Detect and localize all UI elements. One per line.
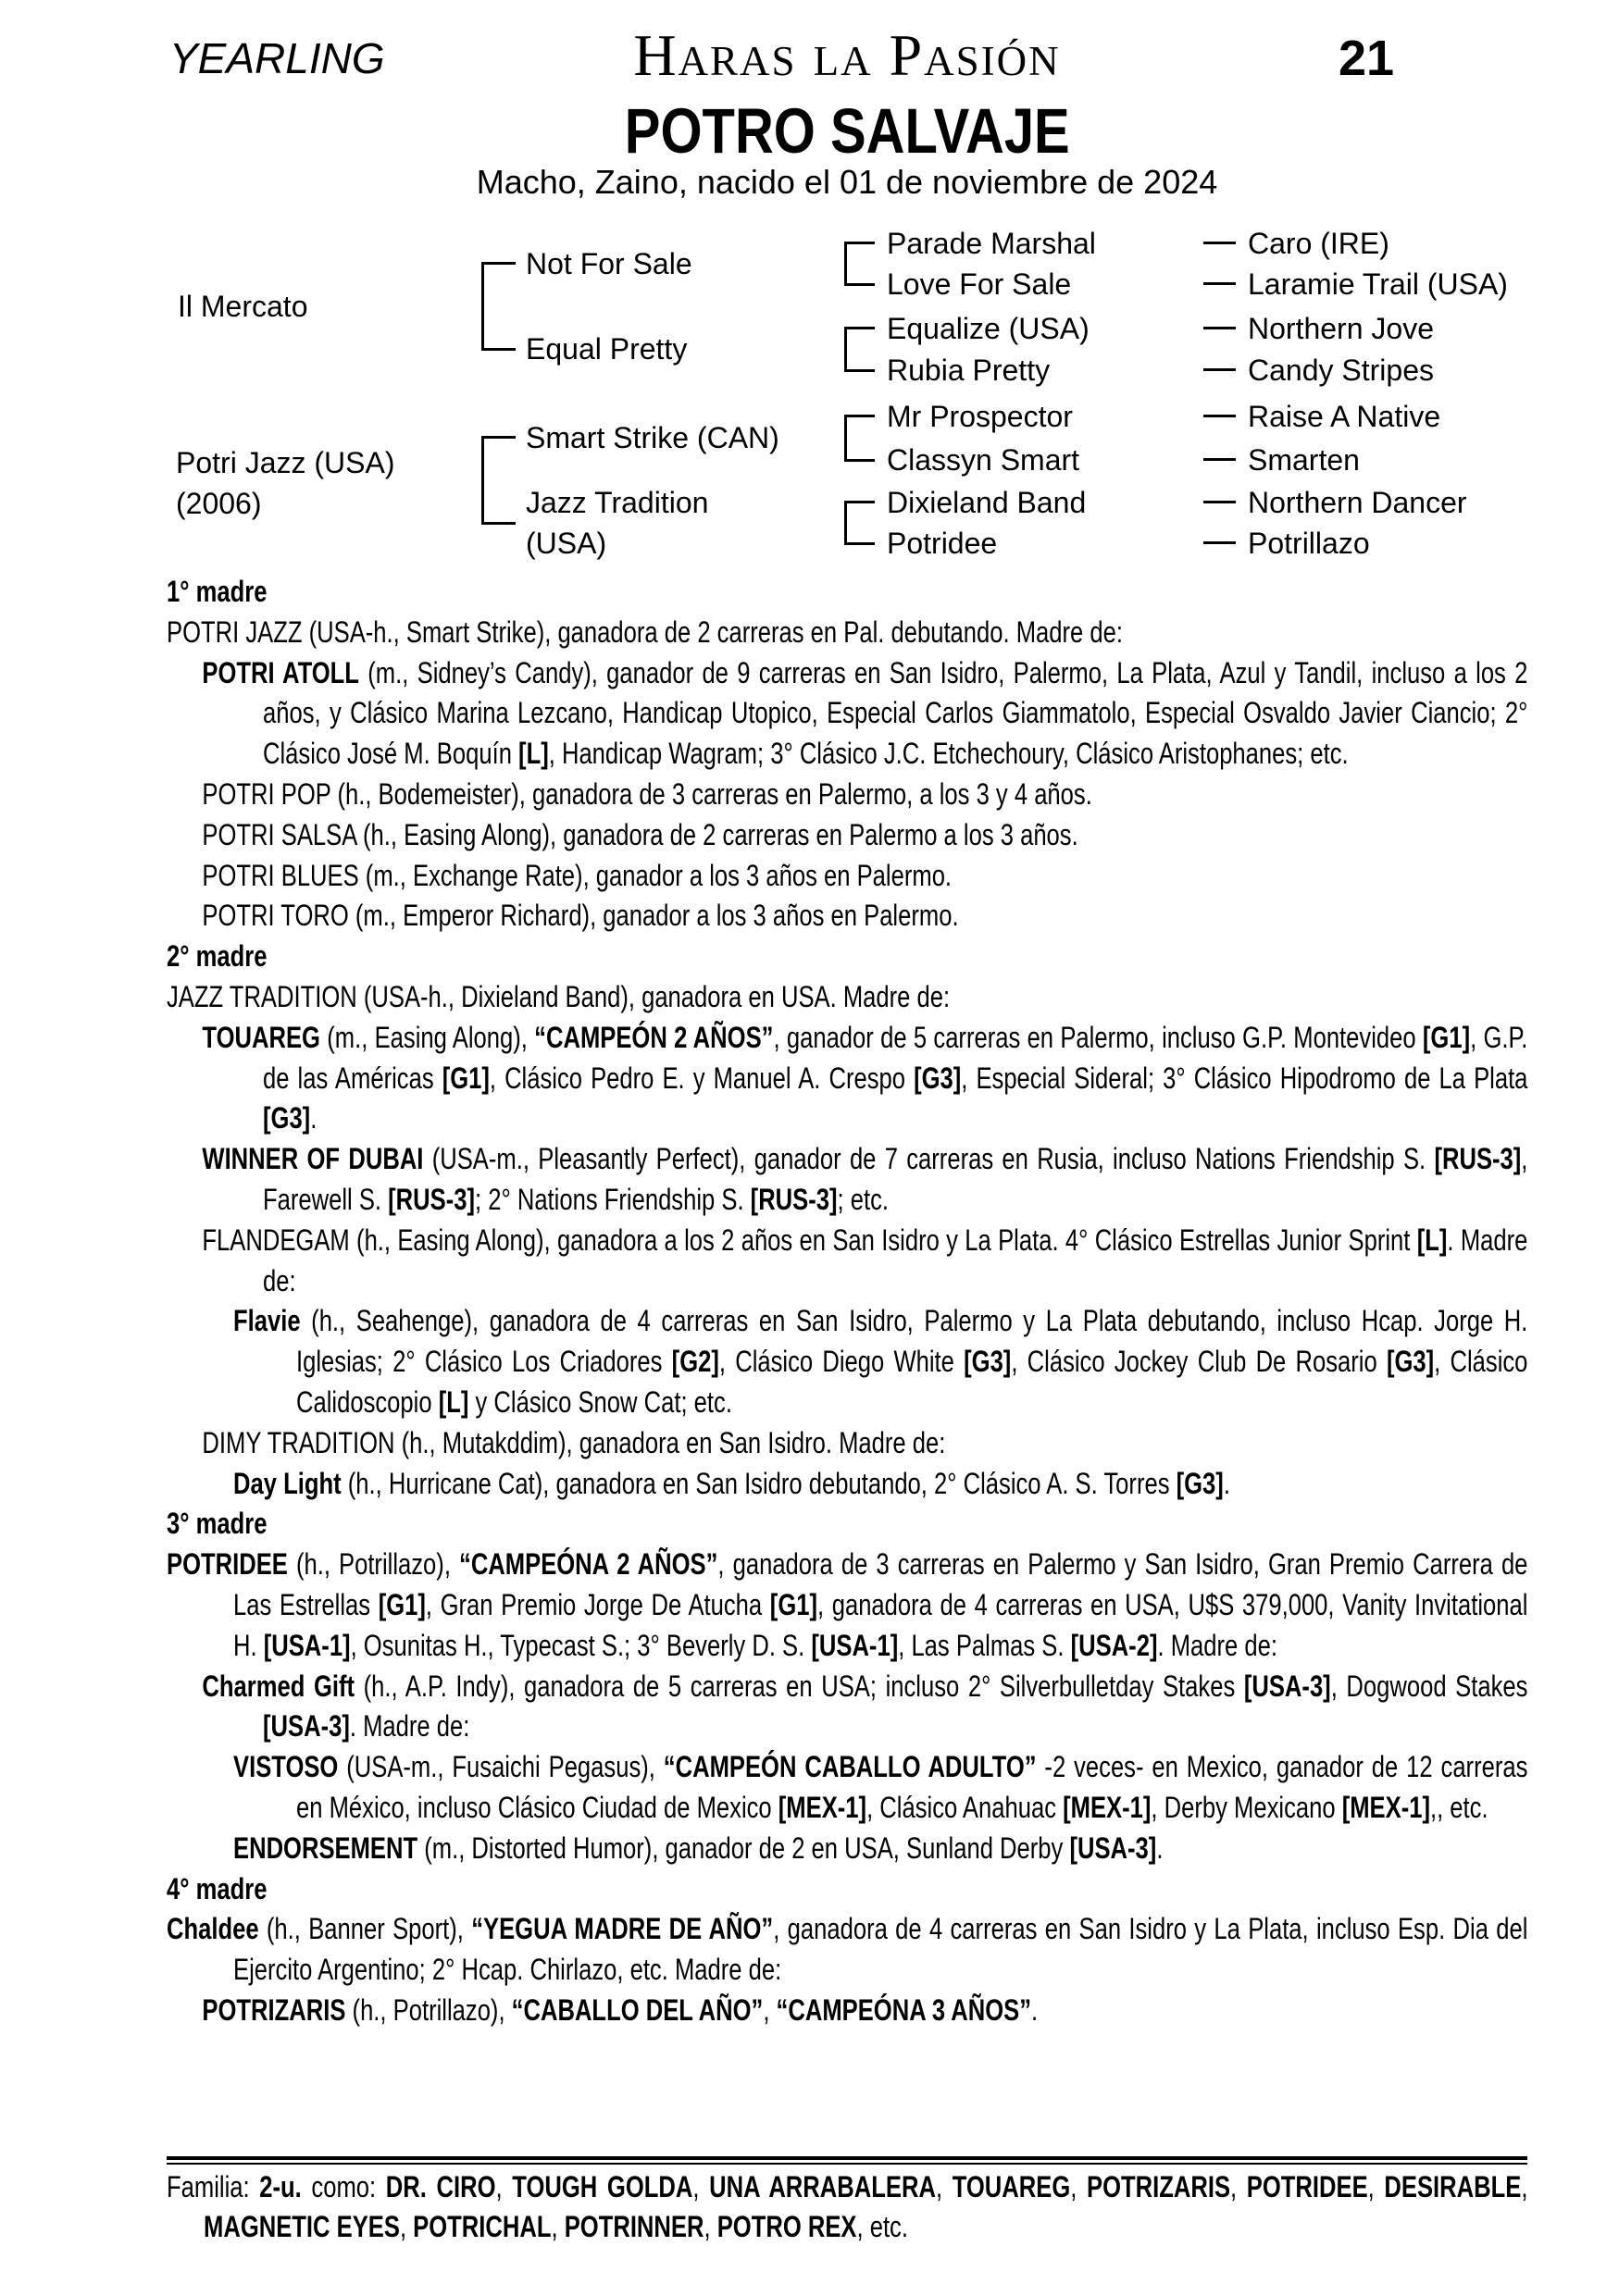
produce-record (167, 572, 1527, 2031)
ancestor-name: Smart Strike (CAN) (526, 421, 779, 454)
ancestor-name: Caro (IRE) (1248, 227, 1389, 260)
dash (1203, 327, 1236, 329)
paragraph: FLANDEGAM (h., Easing Along), ganadora a los 2 años en San Isidro y La Plata. 4° Clásico Estrellas Junior Sprint [L]. Madre de: (202, 1222, 1528, 1297)
ancestor-name: Smarten (1248, 443, 1360, 477)
dash (1203, 242, 1236, 244)
dam-name-line1: Potri Jazz (USA) (176, 446, 395, 479)
dash (1203, 368, 1236, 371)
ancestor-name: Not For Sale (526, 247, 692, 280)
paragraph: Chaldee (h., Banner Sport), “YEGUA MADRE DE AÑO”, ganadora de 4 carreras en San Isidro y La Plata, incluso Esp. Dia del Ejercito Argentino; 2° Hcap. Chirlazo, etc. Madre de: (167, 1912, 1528, 1987)
paragraph: ENDORSEMENT (m., Distorted Humor), ganador de 2 en USA, Sunland Derby [USA-3]. (233, 1831, 1164, 1865)
ancestor-name: Candy Stripes (1248, 354, 1434, 387)
paragraph: DIMY TRADITION (h., Mutakddim), ganadora en San Isidro. Madre de: (202, 1425, 946, 1459)
ancestor-name: Dixieland Band (887, 486, 1087, 519)
bracket-gen3 (844, 501, 875, 545)
horse-name (167, 95, 1527, 167)
bracket-sire (481, 262, 516, 351)
ancestor-name: Laramie Trail (USA) (1248, 267, 1508, 301)
paragraph: POTRI ATOLL (m., Sidney’s Candy), ganador de 9 carreras en San Isidro, Palermo, La Plata, Azul y Tandil, incluso a los 2 años, y Clásico Marina Lezcano, Handicap Utopico, Especial Carlos Giammatolo, Especial Osvaldo Javier Ciancio; 2° Clásico José M. Boquín [L], Handicap Wagram; 3° Clásico J.C. Etchechoury, Clásico Aristophanes; etc. (202, 655, 1528, 771)
bracket-gen3 (844, 415, 875, 462)
ancestor-name: Potrillazo (1248, 527, 1370, 560)
ancestor-name: Mr Prospector (887, 400, 1073, 433)
bracket-gen3 (844, 242, 875, 286)
dam-name (176, 442, 394, 524)
ancestor-name: Potridee (887, 527, 998, 560)
horse-name-text: POTRO SALVAJE (624, 95, 1070, 167)
ancestor-name-line2: (USA) (526, 527, 607, 560)
bracket-gen3 (844, 327, 875, 372)
family-note-line: Familia: 2-u. como: DR. CIRO, TOUGH GOLDA, UNA ARRABALERA, TOUAREG, POTRIZARIS, POTRIDEE, DESIRABLE, MAGNETIC EYES, POTRICHAL, POTRINNER, POTRO REX, etc. (167, 2170, 1528, 2243)
dash (1203, 282, 1236, 285)
ancestor-name: Equal Pretty (526, 332, 688, 366)
paragraph: 2° madre (167, 939, 268, 974)
ancestor-name: Equalize (USA) (887, 312, 1090, 345)
ancestor-name: Northern Dancer (1248, 486, 1467, 519)
paragraph: POTRIDEE (h., Potrillazo), “CAMPEÓNA 2 AÑOS”, ganadora de 3 carreras en Palermo y San Isidro, Gran Premio Carrera de Las Estrellas [G1], Gran Premio Jorge De Atucha [G1], ganadora de 4 carreras en USA, U$S 379,000, Vanity Invitational H. [USA-1], Osunitas H., Typecast S.; 3° Beverly D. S. [USA-1], Las Palmas S. [USA-2]. Madre de: (167, 1547, 1528, 1662)
paragraph: VISTOSO (USA-m., Fusaichi Pegasus), “CAMPEÓN CABALLO ADULTO” -2 veces- en Mexico, ganador de 12 carreras en México, incluso Clásico Ciudad de Mexico [MEX-1], Clásico Anahuac [MEX-1], Derby Mexicano [MEX-1],, etc. (233, 1750, 1528, 1824)
bracket-dam (481, 436, 516, 525)
dash (1203, 501, 1236, 503)
paragraph: POTRI BLUES (m., Exchange Rate), ganador a los 3 años en Palermo. (202, 858, 953, 892)
paragraph: POTRI POP (h., Bodemeister), ganadora de 3 carreras en Palermo, a los 3 y 4 años. (202, 776, 1092, 811)
paragraph: 3° madre (167, 1507, 268, 1541)
paragraph: JAZZ TRADITION (USA-h., Dixieland Band), ganadora en USA. Madre de: (167, 979, 951, 1013)
paragraph: TOUAREG (m., Easing Along), “CAMPEÓN 2 AÑOS”, ganador de 5 carreras en Palermo, incluso G.P. Montevideo [G1], G.P. de las Américas [G1], Clásico Pedro E. y Manuel A. Crespo [G3], Especial Sideral; 3° Clásico Hipodromo de La Plata [G3]. (202, 1020, 1528, 1136)
family-rule (167, 2156, 1527, 2165)
dam-name-line2: (2006) (176, 487, 262, 520)
paragraph: POTRI JAZZ (USA-h., Smart Strike), ganadora de 2 carreras en Pal. debutando. Madre de: (167, 614, 1123, 649)
dash (1203, 458, 1236, 461)
birth-details: Macho, Zaino, nacido el 01 de noviembre de 2024 (476, 163, 1218, 201)
ancestor-name: Raise A Native (1248, 400, 1441, 433)
paragraph: POTRI SALSA (h., Easing Along), ganadora de 2 carreras en Palermo a los 3 años. (202, 817, 1078, 851)
paragraph: 4° madre (167, 1871, 268, 1905)
paragraph: Day Light (h., Hurricane Cat), ganadora en San Isidro debutando, 2° Clásico A. S. Torres [G3]. (233, 1466, 1230, 1500)
ancestor-name (526, 482, 708, 564)
dash (1203, 541, 1236, 544)
produce-record-text (167, 572, 1527, 2031)
paragraph: WINNER OF DUBAI (USA-m., Pleasantly Perfect), ganador de 7 carreras en Rusia, incluso Nations Friendship S. [RUS-3], Farewell S. [RUS-3]; 2° Nations Friendship S. [RUS-3]; etc. (202, 1142, 1528, 1216)
paragraph: 1° madre (167, 575, 268, 608)
dash (1203, 415, 1236, 417)
stud-name: Haras la Pasión (633, 22, 1061, 88)
ancestor-name-line1: Jazz Tradition (526, 486, 709, 519)
family-note (167, 2167, 1527, 2247)
paragraph: Flavie (h., Seahenge), ganadora de 4 carreras en San Isidro, Palermo y La Plata debutando, incluso Hcap. Jorge H. Iglesias; 2° Clásico Los Criadores [G2], Clásico Diego White [G3], Clásico Jockey Club De Rosario [G3], Clásico Calidoscopio [L] y Clásico Snow Cat; etc. (233, 1304, 1528, 1419)
sire-name: Il Mercato (178, 290, 308, 323)
family-note-text (167, 2167, 1527, 2247)
section-label: YEARLING (169, 34, 385, 82)
ancestor-name: Northern Jove (1248, 312, 1434, 345)
ancestor-name: Parade Marshal (887, 227, 1096, 260)
paragraph: POTRIZARIS (h., Potrillazo), “CABALLO DEL AÑO”, “CAMPEÓNA 3 AÑOS”. (202, 1992, 1039, 2027)
paragraph: Charmed Gift (h., A.P. Indy), ganadora de 5 carreras en USA; incluso 2° Silverbulletday Stakes [USA-3], Dogwood Stakes [USA-3]. Madre de: (202, 1669, 1528, 1744)
ancestor-name: Classyn Smart (887, 443, 1080, 477)
ancestor-name: Rubia Pretty (887, 354, 1051, 387)
paragraph: POTRI TORO (m., Emperor Richard), ganador a los 3 años en Palermo. (202, 899, 959, 933)
ancestor-name: Love For Sale (887, 267, 1072, 301)
page-number: 21 (1339, 31, 1395, 86)
